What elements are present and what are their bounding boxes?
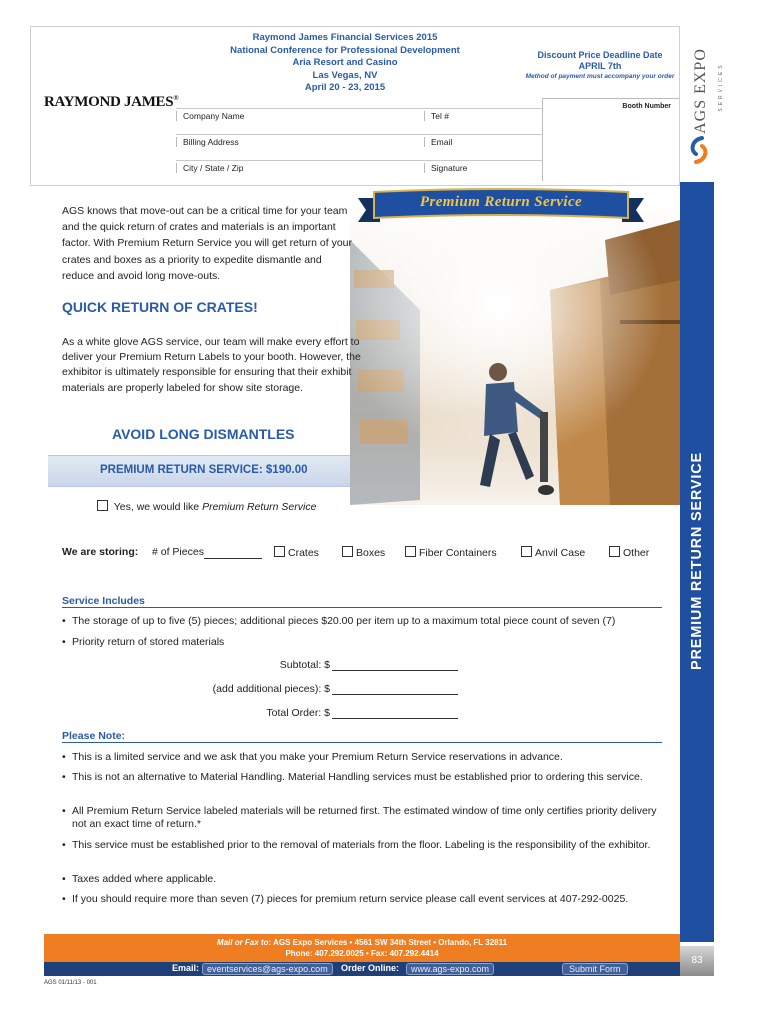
- booth-number-field[interactable]: [542, 98, 679, 181]
- list-item: • The storage of up to five (5) pieces; additional pieces $20.00 per item up to a maximum total piece count of seven (7): [62, 615, 616, 627]
- premium-banner: [358, 188, 644, 228]
- list-item: • This is not an alternative to Material Handling. Material Handling services must be established prior to ordering this service.: [62, 771, 643, 783]
- yes-premium-checkbox[interactable]: [97, 500, 108, 511]
- booth-number-label: Booth Number: [622, 103, 671, 110]
- price-bar-label: PREMIUM RETURN SERVICE: $190.00: [100, 464, 308, 476]
- city-state-zip-field[interactable]: City / State / Zip: [176, 163, 423, 173]
- option-anvil-case[interactable]: [521, 546, 585, 559]
- event-line: Las Vegas, NV: [312, 69, 378, 81]
- ags-expo-logo: [686, 40, 724, 170]
- subtotal-label: Subtotal: $: [279, 659, 330, 671]
- mail-fax-address: AGS Expo Services • 4561 SW 34th Street • Orlando, FL 32811: [273, 938, 508, 947]
- anvil-case-checkbox[interactable]: [521, 546, 532, 557]
- pieces-label: # of Pieces: [152, 546, 204, 558]
- billing-address-field[interactable]: Billing Address: [176, 137, 423, 147]
- additional-pieces-input[interactable]: [332, 684, 458, 695]
- company-name-field[interactable]: Company Name: [176, 111, 423, 121]
- list-item: • If you should require more than seven (7) pieces for premium return service please call event services at 407-292-0025.: [62, 893, 629, 905]
- event-line: National Conference for Professional Development: [230, 44, 460, 56]
- list-item: • Taxes added where applicable.: [62, 873, 217, 885]
- additional-pieces-label: (add additional pieces): $: [212, 683, 330, 695]
- other-label: Other: [623, 547, 650, 559]
- intro-paragraph: AGS knows that move-out can be a critical time for your team and the quick return of crates and materials is an important factor. With Premium Return Service you will get return of your crates and boxes as a priority to expedite dismantle and reduce and avoid long move-outs.: [62, 205, 353, 282]
- option-boxes[interactable]: [342, 546, 385, 559]
- banner-title: Premium Return Service: [419, 194, 583, 210]
- ags-logo-sub: SERVICES: [718, 62, 724, 112]
- additional-pieces-row: [150, 683, 330, 695]
- order-online-label: Order Online:: [341, 963, 400, 973]
- order-online-link[interactable]: www.ags-expo.com: [406, 963, 494, 975]
- footer-blue-bar: [44, 962, 680, 976]
- event-line: April 20 - 23, 2015: [304, 82, 386, 93]
- yes-premium-label: Yes, we would like: [113, 501, 203, 513]
- ags-logo-name: AGS EXPO: [692, 48, 709, 134]
- white-glove-paragraph: As a white glove AGS service, our team will make every effort to deliver your Premium Return Labels to your booth. However, the exhibitor is ultimately responsible for ensuring that their exhibit materials are properly labeled for show site storage.: [62, 336, 361, 394]
- option-crates[interactable]: [274, 546, 319, 559]
- event-line: Aria Resort and Casino: [292, 57, 398, 68]
- total-order-label: Total Order: $: [266, 707, 330, 719]
- form-code: AGS 01/11/13 - 001: [44, 980, 97, 986]
- fiber-containers-label: Fiber Containers: [419, 547, 497, 559]
- list-item: • This is a limited service and we ask that you make your Premium Return Service reservations in advance.: [62, 751, 563, 763]
- total-order-row: [180, 707, 330, 719]
- price-bar: [48, 455, 350, 487]
- mail-fax-prefix: Mail or Fax to:: [216, 938, 272, 947]
- please-note-rule: [62, 742, 662, 743]
- crates-label: Crates: [288, 547, 319, 559]
- crates-checkbox[interactable]: [274, 546, 285, 557]
- footer-orange-bar: [44, 934, 680, 962]
- storing-row: [62, 546, 672, 558]
- deadline-box: [520, 50, 680, 82]
- logo-text: RAYMOND JAMES: [44, 94, 174, 110]
- avoid-dismantles-headline: AVOID LONG DISMANTLES: [112, 426, 295, 442]
- storing-label: We are storing:: [62, 546, 139, 558]
- warehouse-scene: [350, 200, 680, 505]
- anvil-case-label: Anvil Case: [535, 547, 586, 559]
- page-number: 83: [691, 955, 703, 966]
- form-rule: [176, 160, 542, 161]
- form-rule: [176, 108, 542, 109]
- deadline-note: Method of payment must accompany your order: [525, 73, 675, 80]
- submit-form-button[interactable]: Submit Form: [562, 963, 628, 975]
- mail-fax-line: [44, 937, 680, 948]
- total-order-input[interactable]: [332, 708, 458, 719]
- yes-premium-emphasis: Premium Return Service: [202, 501, 317, 513]
- please-note-heading: Please Note:: [62, 730, 126, 742]
- subtotal-input[interactable]: [332, 660, 458, 671]
- boxes-checkbox[interactable]: [342, 546, 353, 557]
- tel-field[interactable]: Tel #: [424, 111, 543, 121]
- event-line: Raymond James Financial Services 2015: [252, 32, 438, 43]
- email-label: Email:: [172, 963, 200, 973]
- registered-mark: ®: [173, 94, 179, 102]
- option-fiber-containers[interactable]: [405, 546, 497, 559]
- form-rule: [176, 134, 542, 135]
- side-bar-label: PREMIUM RETURN SERVICE: [689, 452, 705, 670]
- side-bar: [680, 182, 714, 942]
- service-includes-rule: [62, 607, 662, 608]
- phone-fax-line: Phone: 407.292.0025 • Fax: 407.292.4414: [285, 949, 439, 958]
- list-item: • This service must be established prior to the removal of materials from the floor. Labeling is the responsibility of the exhibitor.: [62, 839, 651, 851]
- quick-return-headline: QUICK RETURN OF CRATES!: [62, 299, 258, 315]
- event-info: [215, 32, 475, 95]
- deadline-title: Discount Price Deadline Date: [537, 50, 663, 60]
- fiber-containers-checkbox[interactable]: [405, 546, 416, 557]
- raymond-james-logo: [44, 94, 178, 111]
- warehouse-photo: [350, 200, 680, 505]
- other-checkbox[interactable]: [609, 546, 620, 557]
- list-item: • Priority return of stored materials: [62, 636, 225, 648]
- boxes-label: Boxes: [356, 547, 386, 559]
- email-link[interactable]: eventservices@ags-expo.com: [202, 963, 333, 975]
- email-field[interactable]: Email: [424, 137, 543, 147]
- option-other[interactable]: [609, 546, 649, 559]
- subtotal-row: [180, 659, 330, 671]
- service-includes-heading: Service Includes: [62, 595, 145, 607]
- yes-premium-option[interactable]: [97, 500, 316, 513]
- pieces-input[interactable]: [204, 548, 262, 559]
- deadline-date: APRIL 7th: [578, 61, 622, 71]
- signature-field[interactable]: Signature: [424, 163, 543, 173]
- ags-swirl-icon: [688, 136, 710, 164]
- page-number-tab: [680, 946, 714, 976]
- list-item: • All Premium Return Service labeled materials will be returned first. The estimated window of time only certifies priority delivery not an exact time of return.*: [62, 805, 657, 830]
